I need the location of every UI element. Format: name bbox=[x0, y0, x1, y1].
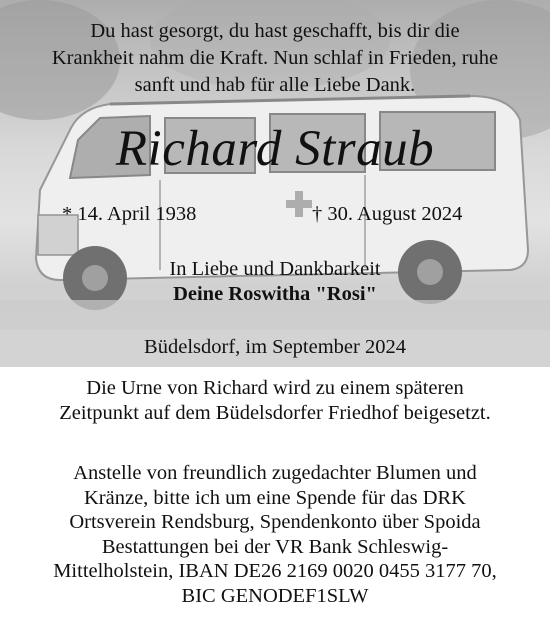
donation-line: Mittelholstein, IBAN DE26 2169 0020 0455 3177 70, bbox=[53, 560, 497, 583]
memorial-poem bbox=[0, 18, 550, 99]
poem-line: Krankheit nahm die Kraft. Nun schlaf in Frieden, ruhe bbox=[51, 47, 499, 69]
deceased-name: Richard Straub bbox=[115, 121, 435, 177]
donation-line: Anstelle von freundlich zugedachter Blumen und bbox=[73, 462, 477, 484]
donation-line: Kränze, bitte ich um eine Spende für das DRK bbox=[84, 486, 466, 509]
dedication bbox=[0, 257, 550, 307]
notice-line: Die Urne von Richard wird zu einem späteren bbox=[86, 377, 464, 399]
place-date: Büdelsdorf, im September 2024 bbox=[144, 336, 406, 358]
donation-line: Ortsverein Rendsburg, Spendenkonto über Spoida bbox=[69, 511, 481, 534]
notice-line: Zeitpunkt auf dem Büdelsdorfer Friedhof beigesetzt. bbox=[59, 402, 491, 424]
donation-line: Bestattungen bei der VR Bank Schleswig- bbox=[101, 535, 449, 558]
poem-line: Du hast gesorgt, du hast geschafft, bis dir die bbox=[90, 20, 460, 42]
birth-date: * 14. April 1938 bbox=[62, 203, 197, 225]
donation-line: BIC GENODEF1SLW bbox=[181, 584, 369, 607]
death-date: † 30. August 2024 bbox=[312, 203, 463, 225]
signer-name: Deine Roswitha "Rosi" bbox=[173, 283, 377, 305]
poem-line: sanft und hab für alle Liebe Dank. bbox=[134, 74, 416, 96]
donation-notice bbox=[0, 461, 550, 609]
dedication-line: In Liebe und Dankbarkeit bbox=[169, 258, 381, 280]
burial-notice bbox=[0, 376, 550, 426]
